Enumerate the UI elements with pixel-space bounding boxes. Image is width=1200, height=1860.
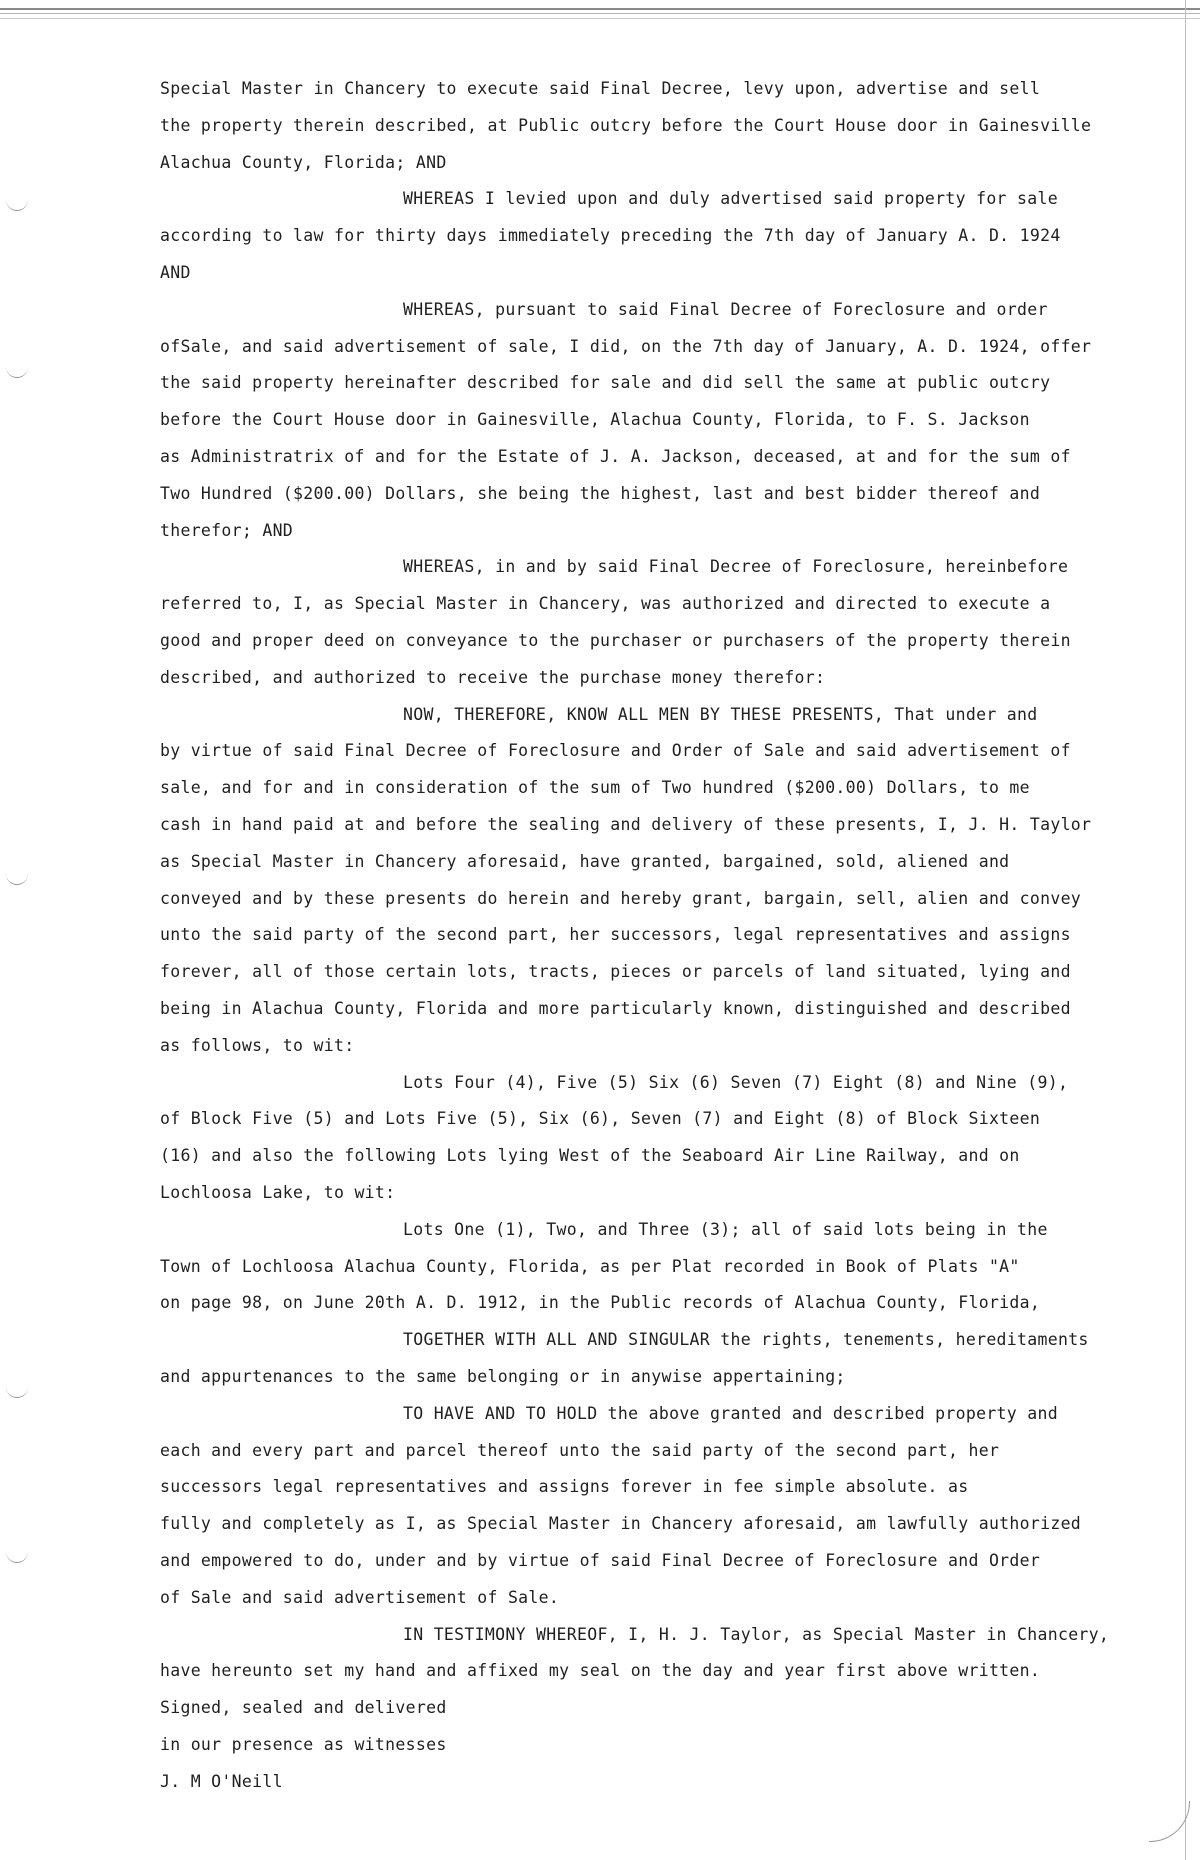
document-line: AND	[160, 263, 191, 282]
document-line: referred to, I, as Special Master in Chancery, was authorized and directed to execute a	[160, 594, 1051, 614]
binder-hole-mark	[6, 198, 28, 211]
document-line: conveyed and by these presents do herein and hereby grant, bargain, sell, alien and convey	[160, 888, 1082, 908]
document-line: and empowered to do, under and by virtue of said Final Decree of Foreclosure and Order	[160, 1551, 1041, 1570]
document-line: of Sale and said advertisement of Sale.	[160, 1587, 560, 1607]
document-line: the said property hereinafter described for sale and did sell the same at public outcry	[160, 373, 1051, 393]
document-line: Signed, sealed and delivered	[160, 1698, 447, 1718]
document-line: WHEREAS, pursuant to said Final Decree of Foreclosure and order	[403, 299, 1048, 319]
page-edge	[1185, 0, 1186, 1860]
document-line: (16) and also the following Lots lying West of the Seaboard Air Line Railway, and on	[160, 1146, 1020, 1166]
document-line: successors legal representatives and assigns forever in fee simple absolute. as	[160, 1477, 969, 1497]
document-line: as Special Master in Chancery aforesaid, have granted, bargained, sold, aliened and	[160, 851, 1010, 871]
top-rule	[0, 8, 1200, 10]
document-line: forever, all of those certain lots, tracts, pieces or parcels of land situated, lying and	[160, 962, 1071, 982]
document-line: and appurtenances to the same belonging or in anywise appertaining;	[160, 1367, 846, 1386]
top-rule-faint	[0, 18, 1200, 19]
document-line: ofSale, and said advertisement of sale, I did, on the 7th day of January, A. D. 1924, offer	[160, 336, 1092, 356]
document-line: Alachua County, Florida; AND	[160, 152, 447, 172]
document-line: in our presence as witnesses	[160, 1735, 447, 1754]
document-line: the property therein described, at Public outcry before the Court House door in Gainesville	[160, 115, 1092, 135]
document-line: according to law for thirty days immediately preceding the 7th day of January A. D. 1924	[160, 226, 1061, 246]
document-line: TOGETHER WITH ALL AND SINGULAR the rights, tenements, hereditaments	[403, 1330, 1089, 1350]
document-line: as Administratrix of and for the Estate of J. A. Jackson, deceased, at and for the sum of	[160, 447, 1071, 466]
document-line: Lots Four (4), Five (5) Six (6) Seven (7) Eight (8) and Nine (9),	[403, 1072, 1069, 1092]
document-line: of Block Five (5) and Lots Five (5), Six (6), Seven (7) and Eight (8) of Block Sixteen	[160, 1109, 1041, 1129]
document-line: on page 98, on June 20th A. D. 1912, in the Public records of Alachua County, Florida,	[160, 1293, 1041, 1313]
document-line: Lochloosa Lake, to wit:	[160, 1183, 396, 1202]
page-corner-curl	[1149, 1801, 1190, 1842]
document-line: by virtue of said Final Decree of Foreclosure and Order of Sale and said advertisement of	[160, 741, 1071, 761]
document-line: described, and authorized to receive the purchase money therefor:	[160, 667, 826, 687]
document-line: have hereunto set my hand and affixed my seal on the day and year first above written.	[160, 1661, 1041, 1681]
document-line: being in Alachua County, Florida and more particularly known, distinguished and described	[160, 999, 1071, 1018]
document-line: as follows, to wit:	[160, 1035, 355, 1055]
document-line: TO HAVE AND TO HOLD the above granted and described property and	[403, 1403, 1058, 1423]
document-line: WHEREAS, in and by said Final Decree of Foreclosure, hereinbefore	[403, 557, 1069, 577]
document-line: Lots One (1), Two, and Three (3); all of said lots being in the	[403, 1219, 1048, 1239]
document-line: Town of Lochloosa Alachua County, Florida, as per Plat recorded in Book of Plats "A"	[160, 1256, 1020, 1276]
document-line: good and proper deed on conveyance to the purchaser or purchasers of the property therein	[160, 631, 1071, 650]
document-line: fully and completely as I, as Special Master in Chancery aforesaid, am lawfully authorized	[160, 1514, 1082, 1534]
document-line: sale, and for and in consideration of the sum of Two hundred ($200.00) Dollars, to me	[160, 778, 1030, 798]
binder-hole-mark	[6, 365, 28, 378]
document-line: Two Hundred ($200.00) Dollars, she being the highest, last and best bidder thereof and	[160, 483, 1041, 503]
document-line: therefor; AND	[160, 520, 294, 540]
document-line: J. M O'Neill	[160, 1771, 283, 1791]
document-line: each and every part and parcel thereof unto the said party of the second part, her	[160, 1440, 1000, 1460]
document-line: unto the said party of the second part, her successors, legal representatives and assigns	[160, 925, 1071, 945]
document-line: cash in hand paid at and before the sealing and delivery of these presents, I, J. H. Taylor	[160, 815, 1092, 834]
top-rule-thin	[0, 13, 1200, 14]
document-line: IN TESTIMONY WHEREOF, I, H. J. Taylor, as Special Master in Chancery,	[403, 1624, 1110, 1644]
binder-hole-mark	[6, 1550, 28, 1563]
document-line: Special Master in Chancery to execute said Final Decree, levy upon, advertise and sell	[160, 79, 1041, 98]
binder-hole-mark	[6, 1385, 28, 1398]
document-line: NOW, THEREFORE, KNOW ALL MEN BY THESE PRESENTS, That under and	[403, 704, 1038, 724]
document-line: WHEREAS I levied upon and duly advertised said property for sale	[403, 189, 1058, 209]
binder-hole-mark	[6, 872, 28, 885]
document-line: before the Court House door in Gainesville, Alachua County, Florida, to F. S. Jackson	[160, 410, 1030, 430]
